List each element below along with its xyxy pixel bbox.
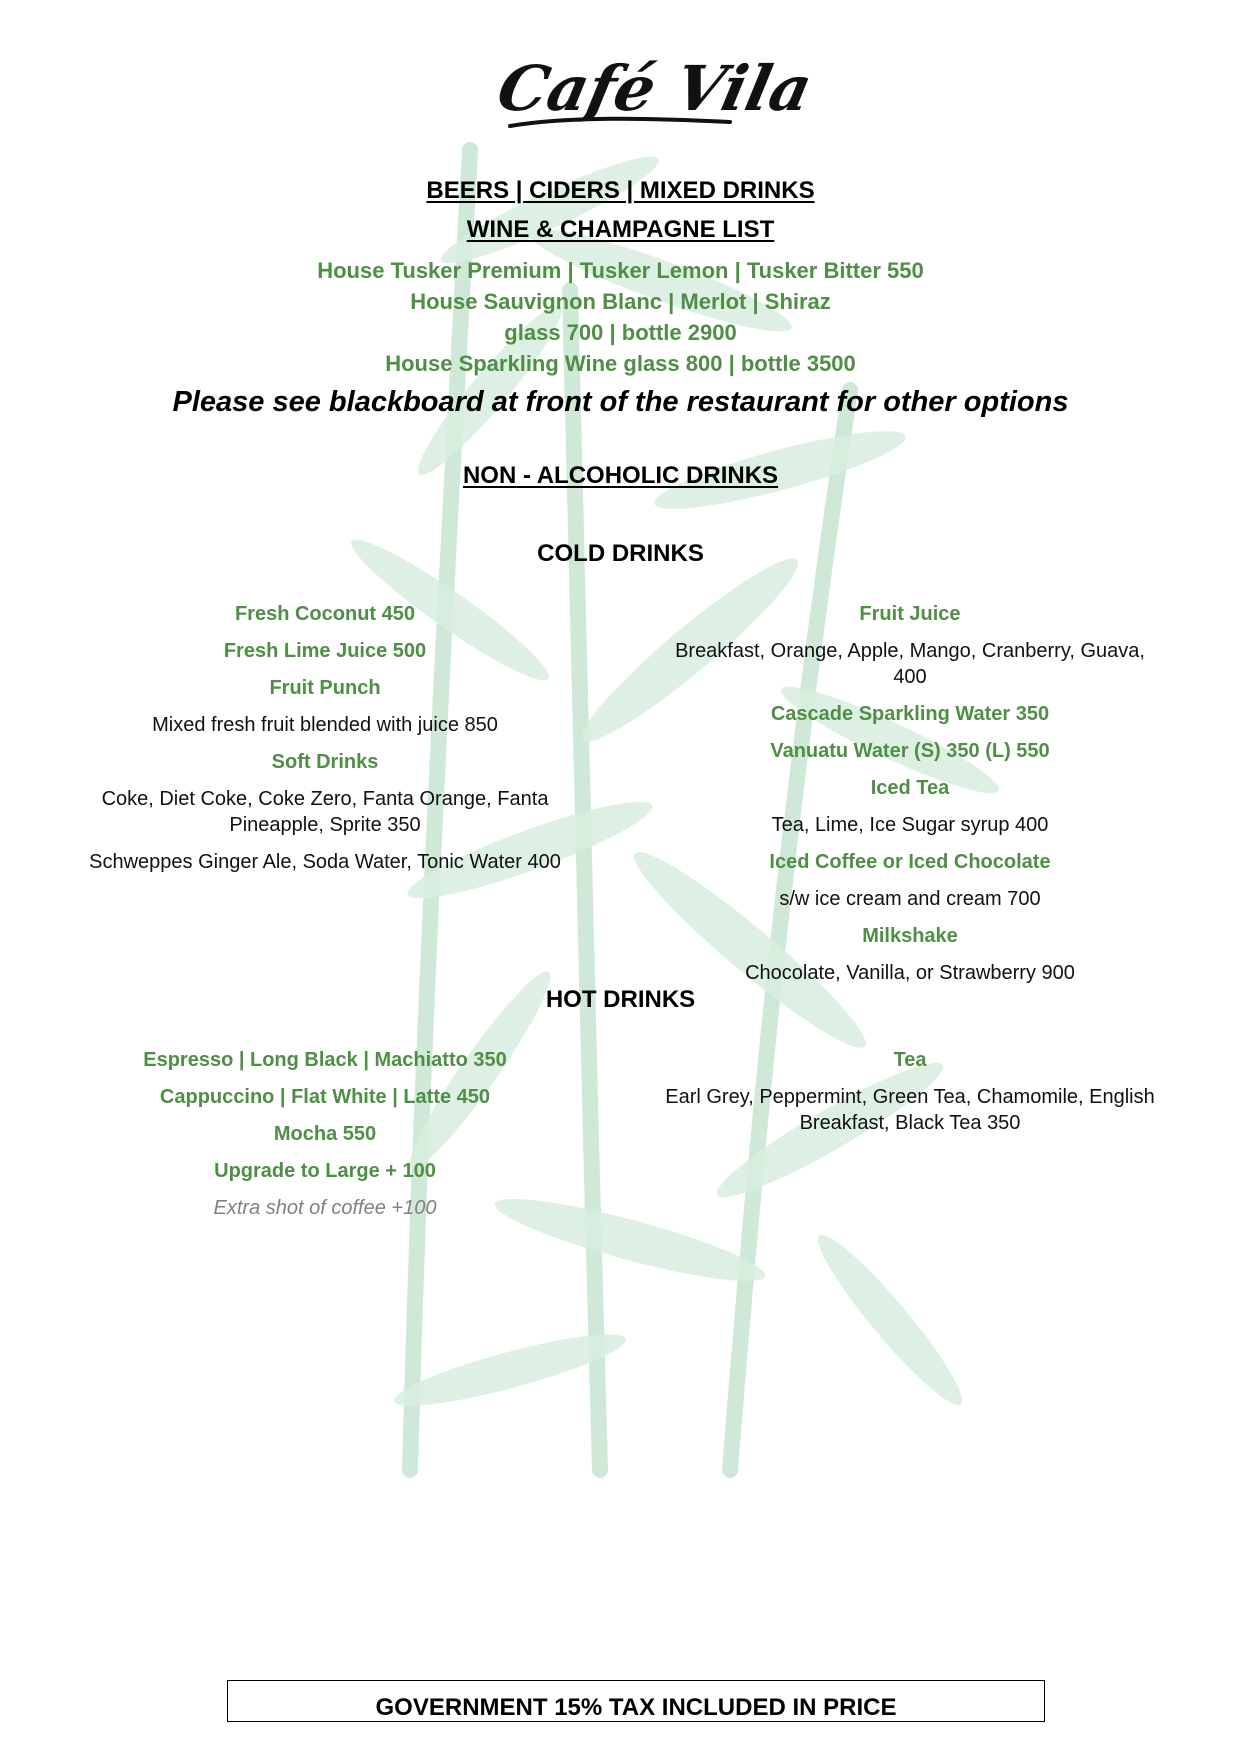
cafe-vila-logo: [490, 28, 819, 148]
menu-item-title: Vanuatu Water (S) 350 (L) 550: [770, 740, 1050, 762]
menu-item-title: Cascade Sparkling Water 350: [770, 703, 1050, 725]
menu-item-title: Tea: [893, 1049, 927, 1071]
menu-item-desc: Chocolate, Vanilla, or Strawberry 900: [745, 962, 1075, 984]
menu-item-title: Milkshake: [862, 925, 958, 947]
menu-item-title: Fruit Juice: [859, 603, 961, 625]
tax-notice-box: [227, 1680, 1045, 1722]
menu-item-desc: Schweppes Ginger Ale, Soda Water, Tonic Water 400: [89, 851, 561, 873]
house-beer-line: House Tusker Premium | Tusker Lemon | Tusker Bitter 550: [317, 258, 924, 283]
menu-item-title: Fruit Punch: [269, 677, 381, 699]
cold-drinks-right-column: [660, 601, 1160, 997]
extra-shot-note: Extra shot of coffee +100: [213, 1197, 437, 1219]
menu-item-title: Mocha 550: [273, 1123, 377, 1145]
menu-item-title: Upgrade to Large + 100: [214, 1160, 436, 1182]
menu-item-title: Cappuccino | Flat White | Latte 450: [159, 1086, 491, 1108]
menu-item-desc: Earl Grey, Peppermint, Green Tea, Chamomile, English Breakfast, Black Tea 350: [665, 1086, 1155, 1134]
menu-item-desc: Coke, Diet Coke, Coke Zero, Fanta Orange, Fanta Pineapple, Sprite 350: [101, 788, 549, 836]
menu-item-title: Soft Drinks: [271, 751, 379, 773]
menu-item-title: Iced Coffee or Iced Chocolate: [769, 851, 1051, 873]
house-wine-line: House Sauvignon Blanc | Merlot | Shiraz: [410, 289, 831, 314]
tax-notice-text: GOVERNMENT 15% TAX INCLUDED IN PRICE: [375, 1694, 897, 1721]
wine-champagne-heading: WINE & CHAMPAGNE LIST: [466, 216, 775, 243]
cold-drinks-heading: COLD DRINKS: [537, 540, 704, 567]
menu-item-desc: Tea, Lime, Ice Sugar syrup 400: [771, 814, 1049, 836]
menu-item-desc: s/w ice cream and cream 700: [779, 888, 1041, 910]
cold-drinks-left-column: [80, 601, 570, 886]
hot-drinks-heading: HOT DRINKS: [545, 986, 696, 1013]
logo-text: Café Vila: [491, 51, 819, 125]
house-wine-price-line: glass 700 | bottle 2900: [504, 320, 737, 345]
menu-item-title: Iced Tea: [870, 777, 950, 799]
hot-drinks-left-column: [80, 1047, 570, 1232]
beers-ciders-heading: BEERS | CIDERS | MIXED DRINKS: [426, 177, 815, 204]
menu-item-desc: Breakfast, Orange, Apple, Mango, Cranberry, Guava, 400: [675, 640, 1145, 688]
menu-item-desc: Mixed fresh fruit blended with juice 850: [152, 714, 498, 736]
menu-item-title: Espresso | Long Black | Machiatto 350: [143, 1049, 507, 1071]
menu-item-title: Fresh Lime Juice 500: [223, 640, 427, 662]
house-sparkling-line: House Sparkling Wine glass 800 | bottle 3500: [385, 351, 856, 376]
non-alcoholic-heading: NON - ALCOHOLIC DRINKS: [462, 462, 779, 489]
hot-drinks-right-column: [660, 1047, 1160, 1147]
blackboard-notice: Please see blackboard at front of the restaurant for other options: [172, 386, 1069, 418]
house-drinks-list: [0, 255, 1241, 379]
menu-item-title: Fresh Coconut 450: [234, 603, 416, 625]
